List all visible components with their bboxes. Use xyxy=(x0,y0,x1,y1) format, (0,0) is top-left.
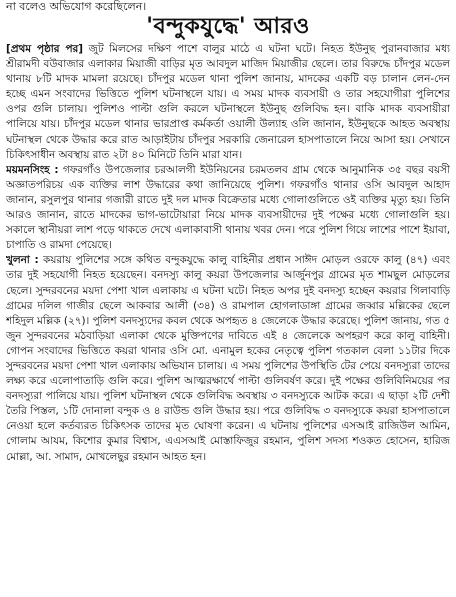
dateline-label: ময়মনসিংহ : xyxy=(6,163,59,176)
previous-article-fragment: না বলেও অভিযোগ করেছিলেন। xyxy=(6,0,147,13)
continuation-marker: [প্রথম পৃষ্ঠার পর] xyxy=(6,43,84,55)
paragraph-text: জুট মিলসের দক্ষিণ পাশে বালুর মাঠে এ ঘটনা ঘটে। নিহত ইউনুছ পুরানবাজার মধ্য শ্রীরামদী বউবাজার এলাকার মিয়াজী বাড়ির মৃত আবদুল মাজিদ মিয়াজীর ছেলে। তার বিরুদ্ধে চাঁদপুর মডেল থানায় ৮টি মাদক মামলা রয়েছে। চাঁদপুর মডেল থানা পুলিশ জানায়, মাদকের একটি বড় চালান লেন-দেন হচ্ছে এমন সংবাদের ভিত্তিতে পুলিশ ঘটনাস্থলে যায়। এ সময় মাদক ব্যবসায়ী ও তার সহযোগীরা পুলিশের ওপর গুলি চালায়। পুলিশও পাল্টা গুলি করলে ঘটনাস্থলে ইউনুছ গুলিবিদ্ধ হন। বাকি মাদক ব্যবসায়ীরা পালিয়ে যায়। চাঁদপুর মডেল থানার ভারপ্রাপ্ত কর্মকর্তা ওয়ালী উল্যাহ ওলি জানান, ইউনুছকে আহত অবস্থায় ঘটনাস্থল থেকে উদ্ধার করে রাত আড়াইটায় চাঁদপুর সরকারি জেনারেল হাসপাতালে নিয়ে আসা হয়। সেখানে চিকিৎসাধীন অবস্থায় রাত ২টা ৪০ মিনিটে তিনি মারা যান। xyxy=(6,43,450,161)
dateline-label: খুলনা : xyxy=(6,254,39,267)
paragraph-chandpur xyxy=(6,42,450,163)
paragraph-text: গফরগাঁও উপজেলার চরআলগী ইউনিয়নের চরমতলব গ্রাম থেকে আনুমানিক ৩৫ বছর বয়সী অজ্ঞাতপরিচয় এক ব্যক্তির লাশ উদ্ধারের কথা জানিয়েছে পুলিশ। গফরগাঁও থানার ওসি আবদুল আহাদ জানান, রসুলপুর থানার গজারী রাতে দুই দল মাদক বিক্রেতার মধ্যে গোলাগুলিতে ওই ব্যক্তির মৃত্যু হয়। তিনি আরও জানান, রাতে মাদকের ভাগ-ভাটোয়ারা নিয়ে মাদক ব্যবসায়ীদের দুই পক্ষের মধ্যে গোলাগুলি হয়। সকালে স্থানীয়রা লাশ পড়ে থাকতে দেখে এলাকাবাসী থানায় খবর দেন। পরে পুলিশ গিয়ে লাশের পাশে ইয়াবা, চাপাতি ও রামদা পেয়েছে। xyxy=(6,163,450,252)
article-headline: 'বন্দুকযুদ্ধে' আরও xyxy=(146,14,310,39)
paragraph-text: কয়রায় পুলিশের সঙ্গে কথিত বন্দুকযুদ্ধে কালু বাহিনীর প্রধান সাঈদ মোড়ল ওরফে কালু (৪৭) এবং তার দুই সহযোগী নিহত হয়েছেন। বনদস্যু কালু কয়রা উপজেলার আর্জুনপুর গ্রামের মৃত শামছুল মোড়লের ছেলে। সুন্দরবনের ময়দা পেশা খাল এলাকায় এ ঘটনা ঘটে। নিহত অপর দুই বনদস্যু হচ্ছেন কয়রার গিলাবাড়ি গ্রামের দলিল গাজীর ছেলে আকবার আলী (৩৪) ও রামপাল হোগলাডাঙ্গা গ্রামের জব্বার মল্লিকের ছেলে শহিদুল মল্লিক (২৭)। পুলিশ বনদস্যুদের কবল থেকে অপহৃত ৪ জেলেকে উদ্ধার করেছে। পুলিশ জানায়, গত ৫ জুন সুন্দরবনের মঠবাড়িয়া এলাকা থেকে মুক্তিপণের দাবিতে এই ৪ জেলেকে অপহরণ করে কালু বাহিনী। গোপন সংবাদের ভিত্তিতে কয়রা থানার ওসি মো. এনামুল হকের নেতৃত্বে পুলিশ গতকাল বেলা ১১টার দিকে সুন্দরবনের ময়দা পেশা খাল এলাকায় অভিযান চালায়। এ সময় পুলিশের উপস্থিতি টের পেয়ে বনদস্যুরা তাদের লক্ষ্য করে এলোপাতাড়ি গুলি করে। পুলিশ আত্মরক্ষার্থে পাল্টা গুলিবর্ষণ করে। দুই পক্ষের গুলিবিনিময়ের পর বনদস্যুরা পালিয়ে যায়। পুলিশ ঘটনাস্থল থেকে গুলিবিদ্ধ অবস্থায় ৩ বনদস্যুকে আটক করে। এ ছাড়া ২টি দেশী তৈরি পিস্তল, ১টি দোনালা বন্দুক ও ৪ রাউন্ড গুলি উদ্ধার হয়। পরে গুলিবিদ্ধ ৩ বনদস্যুকে কয়রা হাসপাতালে নেওয়া হলে কর্তব্যরত চিকিৎসক তাদের মৃত ঘোষণা করেন। এ ঘটনায় পুলিশের এসআই রাজিউল আমিন, গোলাম আযম, কিশোর কুমার বিশ্বাস, এএসআই মোস্তাফিজুর রহমান, পুলিশ সদস্য শওকত হোসেন, হারিজ মোল্লা, আ. সামাদ, মোখলেছুর রহমান আহত হন। xyxy=(6,254,450,463)
paragraph-mymensingh xyxy=(6,163,450,254)
paragraph-khulna xyxy=(6,253,450,464)
article-body xyxy=(6,42,450,594)
